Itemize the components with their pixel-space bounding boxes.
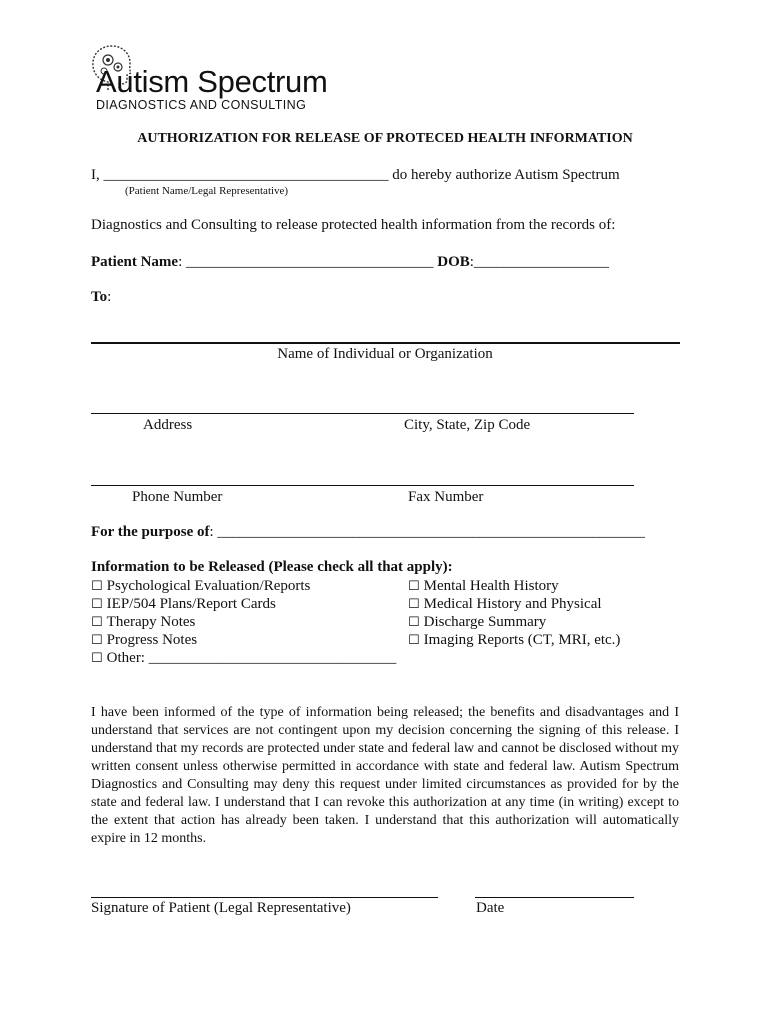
checkbox-item[interactable]: ☐ Progress Notes bbox=[91, 632, 198, 648]
authorization-line-2: Diagnostics and Consulting to release protected health information from the records of: bbox=[91, 217, 616, 233]
checkbox-item[interactable]: ☐ Therapy Notes bbox=[91, 614, 196, 630]
logo-subtitle: DIAGNOSTICS AND CONSULTING bbox=[96, 98, 307, 112]
address-field-line[interactable] bbox=[91, 413, 634, 414]
dob-label: DOB bbox=[437, 254, 470, 270]
checkbox-icon[interactable]: ☐ bbox=[91, 615, 103, 630]
checkbox-item[interactable]: ☐ Medical History and Physical bbox=[408, 596, 602, 612]
organization-caption: Name of Individual or Organization bbox=[277, 346, 493, 362]
checkbox-item[interactable]: ☐ Imaging Reports (CT, MRI, etc.) bbox=[408, 632, 621, 648]
phone-fax-field-line[interactable] bbox=[91, 485, 634, 486]
purpose-field[interactable]: : _________________________________________________________ bbox=[209, 524, 645, 540]
city-state-zip-caption: City, State, Zip Code bbox=[404, 417, 531, 433]
checkbox-item[interactable]: ☐ IEP/504 Plans/Report Cards bbox=[91, 596, 276, 612]
purpose-row bbox=[91, 524, 645, 541]
checkbox-icon[interactable]: ☐ bbox=[91, 597, 103, 612]
to-label: To bbox=[91, 289, 108, 305]
patient-name-caption: (Patient Name/Legal Representative) bbox=[125, 185, 289, 197]
checkbox-icon[interactable]: ☐ bbox=[408, 633, 420, 648]
to-row: To: bbox=[91, 289, 112, 305]
checkbox-icon[interactable]: ☐ bbox=[91, 633, 103, 648]
signature-caption: Signature of Patient (Legal Representative) bbox=[91, 900, 351, 916]
purpose-label: For the purpose of bbox=[91, 524, 210, 540]
checkbox-icon[interactable]: ☐ bbox=[408, 615, 420, 630]
info-heading: Information to be Released (Please check all that apply): bbox=[91, 559, 453, 575]
date-caption: Date bbox=[476, 900, 505, 916]
dob-field[interactable]: :__________________ bbox=[469, 254, 609, 270]
checkbox-item[interactable]: ☐ Discharge Summary bbox=[408, 614, 547, 630]
checkbox-icon[interactable]: ☐ bbox=[408, 597, 420, 612]
date-field-line[interactable] bbox=[475, 897, 634, 898]
organization-field-line[interactable] bbox=[91, 342, 680, 344]
checkbox-icon[interactable]: ☐ bbox=[408, 579, 420, 594]
checkbox-item-other[interactable]: ☐ Other: _________________________________ bbox=[91, 650, 397, 666]
consent-paragraph: I have been informed of the type of information being released; the benefits and disadvantages and I understand that services are not contingent upon my decision concerning the signing of this release. I understand that my records are protected under state and federal law and cannot be disclosed without my written consent unless otherwise permitted in accordance with state and federal law. Autism Spectrum Diagnostics and Consulting may deny this request under limited circumstances as provided for by the state and federal law. I understand that I can revoke this authorization at any time (in writing) except to the extent that action has already been taken. I understand that this authorization will automatically expire in 12 months. bbox=[91, 705, 679, 846]
checkbox-item[interactable]: ☐ Psychological Evaluation/Reports bbox=[91, 578, 311, 594]
checkbox-icon[interactable]: ☐ bbox=[91, 579, 103, 594]
fax-caption: Fax Number bbox=[408, 489, 484, 505]
signature-field-line[interactable] bbox=[91, 897, 438, 898]
patient-name-row bbox=[91, 254, 609, 271]
patient-name-field[interactable]: : _________________________________ bbox=[178, 254, 438, 270]
address-caption: Address bbox=[143, 417, 193, 433]
form-heading: AUTHORIZATION FOR RELEASE OF PROTECED HEALTH INFORMATION bbox=[137, 131, 633, 146]
phone-caption: Phone Number bbox=[132, 489, 223, 505]
authorization-line: I, ______________________________________ do hereby authorize Autism Spectrum bbox=[91, 167, 620, 183]
checkbox-icon[interactable]: ☐ bbox=[91, 651, 103, 666]
patient-name-label: Patient Name bbox=[91, 254, 179, 270]
checkbox-item[interactable]: ☐ Mental Health History bbox=[408, 578, 559, 594]
logo-title: Autism Spectrum bbox=[96, 64, 328, 99]
